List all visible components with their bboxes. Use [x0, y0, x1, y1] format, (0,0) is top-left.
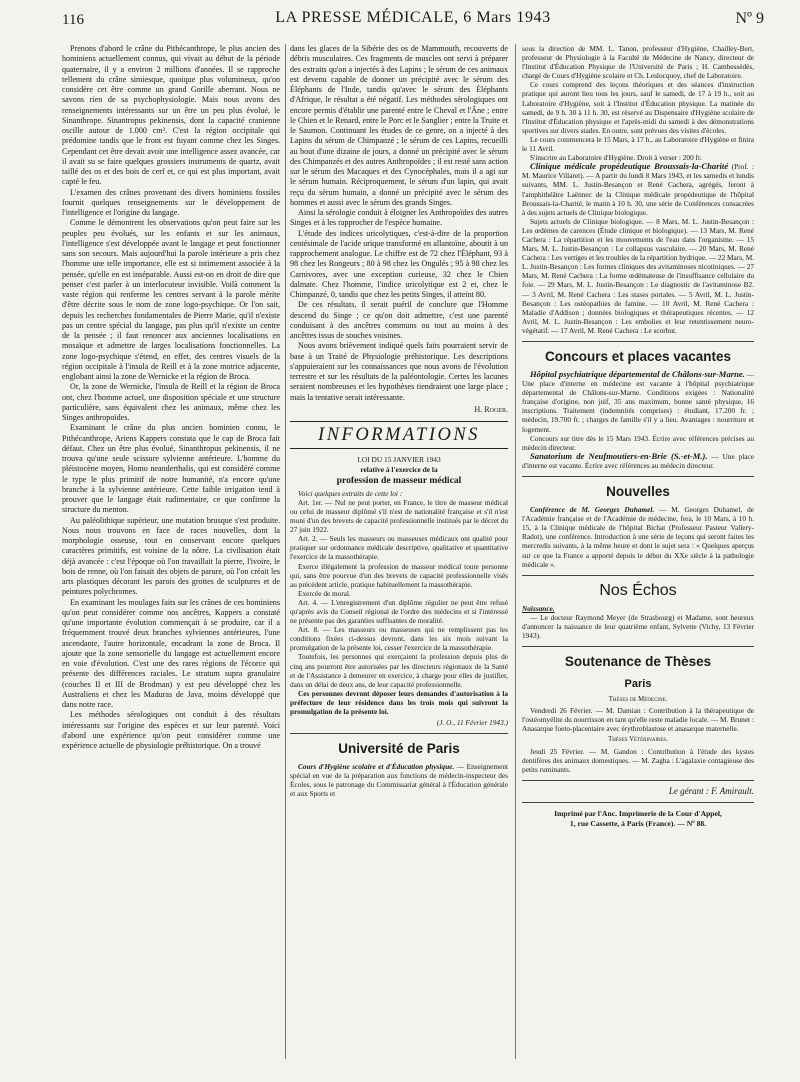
universite-heading: Université de Paris: [338, 741, 460, 757]
paragraph: Le cours commencera le 15 Mars, à 17 h., au Laboratoire d'Hygiène et finira le 11 Avril.: [522, 134, 754, 154]
loi-article: Exerce illégalement la profession de masseur médical toute personne qui, sans être pourvue d'un des brevets de capacité professionnelle visés au précédent article, pratique habituellement la massothérapie.: [290, 561, 508, 589]
loi-article: Art. 2. — Seuls les masseurs ou masseuses médicaux ont qualité pour pratiquer sur ordonnance médicale descriptive, qualitative et quantitative l'exercice de la massothérapie.: [290, 534, 508, 562]
paragraph: Ce cours comprend des leçons théoriques et des séances d'instruction pratique qui auront lieu tous les jours, sauf le samedi, de 17 à 19 h., soit au Laboratoire d'Hygiène, soit à l'Institut d'Éducation physique. La matinée du samedi, de 9 h. 30 à 11 h. 30, est réservé au Dispensaire d'Hygiène scolaire de l'Institut d'Éducation physique et l'après-midi du samedi à des démonstrations sportives sur divers stades. En outre, sont prévues des visites d'écoles.: [522, 80, 754, 135]
paragraph: De ces résultats, il serait puéril de conclure que l'Homme descend du Singe ; ce qu'on doit admettre, c'est une parenté conduisant à des ancêtres communs ou tout au moins à des ancêtres issus de souches voisines.: [290, 300, 508, 340]
paragraph: sous la direction de MM. L. Tanon, professeur d'Hygiène, Chailley-Bert, professeur de Physiologie à la Faculté de Médecine de Nancy, directeur de l'Institut d'Éducation Physique de l'Université de Paris ; H. Cambessédès, chargé de Cours d'Hygiène scolaire et Ch. Leslocquoy, chef de Laboratoire.: [522, 44, 754, 81]
section-divider: [290, 733, 508, 734]
paragraph: Au paléolithique supérieur, une mutation brusque s'est produite. Nous nous trouvons en face de races nouvelles, dont la morphologie osseuse, tout en conservant encore quelques caractères primitifs, est voisine de la nôtre. La civilisation était déjà avancée : c'est l'époque où l'on travaillait la pierre, l'ivoire, le bois de renne, où l'on faisait des objets de parure, où l'on créait les arts plastiques décorant les parois des grottes de sculptures et de peintures polychromes.: [62, 515, 280, 597]
paragraph: En examinant les moulages faits sur les crânes de ces hominiens qu'on peut considérer comme nos ancêtres, Kappers a constaté qu'une importante évolution commençait à se produire, car il a fréquemment trouvé deux branches sylviennes antérieures, l'une ascendante, l'autre horizontale, encadrant la zone de Broca. Il ajoute que la zone sensorielle du langage est actuellement encore en voie d'évolution. C'est une des rares régions de l'écorce qui présente des différences raciales. Le stratum supra granulaire (couches II et III de Brodman) y est peu développé chez les Australiens et chez les Maduras de Java, moins développé que dans notre race.: [62, 597, 280, 709]
paragraph: Examinant le crâne du plus ancien hominien connu, le Pithécanthrope, Ariens Kappers constata que le cap de Broca fait défaut. Chez un être plus évolué, Sinanthropus pekinensis, il ne trouva qu'une seule scissure sylvienne antérieure. L'homme du pléistocène moyen, Homo neanderthalis, qui est considéré comme le type le plus primitif de notre humanité, n'a encore qu'une branche à la sylvienne antérieure. Cette faible irrigation tend à prouver que le langage était rudimentaire, ce que confirme la structure du menton.: [62, 423, 280, 515]
naissance-label: Naissance.: [522, 603, 555, 613]
conference-title: Conférence de M. Georges Duhamel.: [530, 505, 655, 515]
clinique-text: (Prof. : M. Maurice Villaret). — A partir du lundi 8 Mars 1943, et les samedis et lundis suivants, MM. L. Justin-Besançon et René Cachera, agrégés, feront à l'amphithéâtre Laënnec de la Clinique médicale propédeutique de l'hôpital Broussais-la-Charité, le matin à 10 h. 30, une série de Conférences consacrées à des sujets actuels de Clinique biologique.: [522, 162, 754, 217]
hopital-text-2: Concours sur titre dès le 15 Mars 1943. Écrire avec références précises au médecin directeur.: [522, 433, 754, 452]
theses-medecine-label: Thèses de Médecine.: [608, 696, 668, 704]
paragraph: Ainsi la sérologie conduit à éloigner les Anthropoïdes des autres Singes et à les rapprocher de l'espèce humaine.: [290, 208, 508, 228]
column-2: [290, 44, 508, 799]
nouvelles-heading: Nouvelles: [606, 484, 670, 500]
loi-heading-line: LOI DU 15 JANVIER 1943: [357, 455, 441, 464]
clinique-title: Clinique médicale propédeutique Broussais-la-Charité: [530, 161, 729, 172]
column-1: [62, 44, 280, 751]
hopital-text: — Une place d'interne en médecine est vacante à l'hôpital psychiatrique départemental de Châlons-sur-Marne. Conditions exigées : Nationalité française d'origine, non juif, 35 ans maximum, bonne santé physique, 16 inscriptions. Traitement (indemnités comprises) : étudiant, 17.200 fr. ; médecin, 19.700 fr. ; charges de famille s'il y a lieu. Avantages : nourriture et logement.: [522, 370, 754, 434]
issue-number: Nº 9: [735, 10, 764, 27]
hopital-title: Hôpital psychiatrique départemental de Châlons-sur-Marne.: [530, 369, 745, 379]
cours-title: Cours d'Hygiène scolaire et d'Éducation physique.: [298, 762, 455, 772]
sanatorium-text: — Une place d'interne est vacante. Écrire avec références au médecin directeur.: [522, 451, 755, 470]
theses-veterinaires-text: Jeudi 25 Février. — M. Gandon : Contribution à l'étude des kystes dentifères des animaux domestiques. — M. Zagha : L'agalaxie contagieuse des petits ruminants.: [522, 746, 754, 774]
sujets-text: Sujets actuels de Clinique biologique. — 8 Mars, M. L. Justin-Besançon : Les œdèmes de carences (Étude clinique et biologique). — 13 Mars, M. René Cachera : La répartition et les mouvements de l'eau dans l'organisme. — 15 Mars, M. L. Justin-Besançon : Le collapsus vasculaire. — 20 Mars, M. René Cachera : Les vertiges et les troubles de la répartition hydrique. — 22 Mars, M. L. Justin-Besançon : Les formes cliniques des avitaminoses nicotiniques. — 27 Mars, M. René Cachera : La forme œdémateuse de l'insuffisance cellulaire du foie. — 29 Mars, M. L. Justin-Besançon : Le diagnostic de l'avitaminose B2. — 3 Avril, M. René Cachera : Les stases portales. — 5 Avril, M. L. Justin-Besançon : Les ostéopathies de famine. — 10 Avril, M. René Cachera : Maladie d'Addison ; données biologiques et thérapeutiques récentes. — 12 Avril, M. L. Justin-Besançon : Les embolies et leur retentissement neuro-végétatif. — 17 Avril, M. René Cachera : Le scorbut.: [522, 216, 755, 335]
author-signature: H. Roger.: [474, 404, 508, 414]
section-divider: [522, 780, 754, 781]
loi-article: Toutefois, les personnes qui exerçaient la profession depuis plus de cinq ans pourront être autorisées par les directeurs régionaux de la Santé et de l'Assistance à demeurer en exercice, à charge pour elles de justifier, dans un délai de deux ans, de leur capacité professionnelle.: [290, 652, 508, 689]
informations-heading: INFORMATIONS: [290, 421, 508, 449]
theses-medecine-text: Vendredi 26 Février. — M. Damian : Contribution à la thérapeutique de l'ostéomyélite du nourrisson en tant qu'elle reste maladie locale. — M. Brunet : Anasarque foeto-placentaire avec érythroblastose et anasarque maternelle.: [522, 706, 754, 734]
paragraph: Or, la zone de Wernicke, l'insula de Reill et la région de Broca ont, chez l'homme actuel, une disposition spéciale et une structure particulière, sans équivalent chez les animaux, même chez les Singes anthropoïdes.: [62, 382, 280, 422]
paragraph: Nous avons brièvement indiqué quels faits pourraient servir de base à un Traité de Physiologie préhistorique. Les descriptions s'appuieraient sur les connaissances que nous avons de l'évolution terrestre et sur les résultats de la paléontologie. Certes les lacunes seraient nombreuses et les hypothèses tiendraient une large place ; mais la tentative serait intéressante.: [290, 341, 508, 402]
gerant-line: Le gérant : F. Amirault.: [668, 785, 754, 796]
loi-article: Art. 1er. — Nul ne peut porter, en France, le titre de masseur médical ou celui de masseur diplômé s'il n'est de nationalité française et s'il n'est muni d'un des brevets de capacité professionnelle institués par le décret du 27 juin 1922.: [290, 497, 508, 535]
column-rule: [285, 44, 286, 1059]
column-rule: [515, 44, 516, 1059]
column-3: [522, 44, 754, 828]
sanatorium-title: Sanatorium de Neufmoutiers-en-Brie (S.-et-M.).: [530, 450, 708, 461]
loi-article: Art. 8. — Les masseurs ou masseuses qui ne remplissent pas les conditions fixées ci-dessus devront, dans les six mois suivant la promulgation de la présente loi, cesser l'exercice de la massothérapie.: [290, 625, 508, 653]
paragraph: L'étude des indices uricolytiques, c'est-à-dire de la proportion centésimale de l'acide urique transformé en allantoïne, aboutit à un rapprochement analogue. Le chiffre est de 72 chez l'Éléphant, 93 à 98 chez les Rongeurs ; 80 à 98 chez les Ongulés ; 95 à 98 chez les Carnivores, avec une exception curieuse, 32 chez le Chien dalmate. Chez l'homme, l'indice uricolytique est 2 et, chez le Chimpanzé, 0, tandis que chez les petits Singes, il atteint 80.: [290, 228, 508, 299]
theses-veterinaires-label: Thèses Vétérinaires.: [608, 736, 668, 744]
page-number: 116: [62, 12, 84, 28]
echos-heading: Nos Échos: [599, 581, 677, 599]
conference-text: — M. Georges Duhamel, de l'Académie française et de l'Académie de médecine, fera, le 10 Mars, à 10 h. 15, à la Clinique médicale de l'hôpital Bichat (Professeur Pasteur Vallery-Radot), une conférence. Introduction à une série de leçons qui seront faites les mercredis suivants, à la même heure et dont le sujet sera : « Quelques aperçus sur ce que la France a apporté depuis le début du XXe siècle à la pathologie médicale ».: [522, 505, 754, 569]
section-divider: [522, 575, 754, 576]
section-divider: [522, 476, 754, 477]
paragraph: dans les glaces de la Sibérie des os de Mammouth, recouverts de débris musculaires. Ces fragments de muscles ont servi à préparer des extraits qu'on a injectés à des Lapins ; le sérum de ces animaux est devenu capable de donner un précipité avec le sérum des Éléphants de l'Inde, tandis qu'avec le sérum des Éléphants d'Afrique, le résultat a été négatif. Les méthodes sérologiques ont encore permis d'établir une parenté entre le Cheval et l'Âne ; entre le Chien et le Renard, entre le Porc et le Sanglier ; entre la Truite et le Saumon. Continuant les études de ce genre, on a injecté à des Lapins du sérum de Chimpanzé ; le sérum de ces Lapins, recueilli au bout d'une dizaine de jours, a donné un précipité avec le sérum des Chimpanzés et des autres Anthropoïdes ; il est resté sans action sur le sérum des Macaques et des Cynocéphales, mais il a agi sur le sérum humain. Réciproquement, le sérum d'un lapin, qui avait reçu du sérum humain, a donné un précipité avec le sérum des hommes et aussi avec le sérum des grands Singes.: [290, 44, 508, 207]
cours-text: — Enseignement spécial en vue de la préparation aux fonctions de médecin-inspecteur des Écoles, sous le patronage du Commissariat général à l'Éducation générale et aux Sports et: [290, 762, 508, 799]
paragraph: L'examen des crânes provenant des divers hominiens fossiles fournit quelques renseignements sur le développement de l'intelligence et l'origine du langage.: [62, 187, 280, 217]
theses-heading: Soutenance de Thèses: [564, 654, 712, 670]
loi-article: Art. 4. — L'enregistrement d'un diplôme régulier ne peut être refusé qu'après avis du Conseil régional de l'ordre des médecins et si l'intéressé ne présente pas des garanties suffisantes de moralité.: [290, 597, 508, 626]
naissance-text: — Le docteur Raymond Meyer (de Strasbourg) et Madame, sont heureux d'annoncer la naissance de leur quatrième enfant, Sylvette (Vichy, 13 Février 1943).: [522, 612, 754, 640]
imprint-line: 1, rue Cassette, à Paris (France). — Nº 88.: [569, 818, 707, 828]
imprint-line: Imprimé par l'Anc. Imprimerie de la Cour d'Appel,: [554, 808, 722, 818]
loi-article: Exercée de moral.: [298, 588, 351, 598]
section-divider: [522, 646, 754, 647]
loi-heading-line: profession de masseur médical: [336, 474, 462, 486]
paragraph: Comme le démontrent les observations qu'on peut faire sur les peuples peu évolués, sur les enfants et sur les animaux, l'intelligence s'est développée avant le langage et peut fonctionner sans son secours. Mais aujourd'hui la parole intérieure a pris chez l'homme une telle importance, elle est si intimement associée à la pensée, qu'elle en est inséparable. Aussi est-on en droit de dire que penser c'est parler à un interlocuteur invisible. Voilà comment la vaste région qui renferme les centres servant à la parole mérite d'être décrite sous le nom de zone logo-psychique. Or l'on sait, depuis les recherches fondamentales de Pierre Marie, qu'il n'existe pas un centre spécial du langage, pas plus qu'il n'existe un centre de la pensée ; il faut renoncer aux anciennes localisations en mosaïque et admettre de larges localisations fonctionnelles. La zone logo-psychique s'étend, en effet, des centres visuels de la région occipitale à l'insula de Reill et à la zone motrice adjacente, englobant ainsi la zone de Wernicke et la région de Broca.: [62, 218, 280, 381]
section-divider: [522, 802, 754, 803]
loi-heading-line: relative à l'exercice de la: [360, 465, 438, 475]
loi-intro: Voici quelques extraits de cette loi :: [298, 488, 403, 498]
paragraph: Les méthodes sérologiques ont conduit à des résultats intéressants sur l'origine des espèces et sur leur parenté. Voici d'abord une expérience qu'on peut considérer comme une expérience actuelle de physiologie préhistorique. On a trouvé: [62, 710, 280, 750]
paragraph: S'inscrire au Laboratoire d'Hygiène. Droit à verser : 200 fr.: [530, 153, 702, 163]
paragraph: Prenons d'abord le crâne du Pithécanthrope, le plus ancien des hominiens actuellement connus, qui vivait au début de la période quaternaire, il y a environ 2 millions d'années. Il se rapproche tellement du crâne simiesque, quoique plus volumineux, qu'on considère cet être comme un grand Gorille aberrant. Nous ne savons rien de sa psychophysiologie. Mais nous avons des renseignements intéressants sur un être un peu plus évolué, le Sinanthrope. Sinantropus pekinensis, dont la capacité cranienne oscille autour de 1.000 cm³. C'est la région occipitale qui prédomine tandis que le front est fuyant comme chez les Singes. Cependant cet être devait avoir une intelligence assez avancée, car il avait su se faire quelques grossiers instruments de quartz, avait taillé des os et des bois de cerf et, ce qui est plus important, avait capté le feu.: [62, 44, 280, 187]
journal-title: LA PRESSE MÉDICALE, 6 Mars 1943: [275, 9, 551, 26]
loi-source: (J. O., 11 Février 1943.): [436, 718, 508, 728]
paris-heading: Paris: [624, 678, 652, 691]
concours-heading: Concours et places vacantes: [544, 349, 732, 364]
page-header: [62, 6, 764, 32]
loi-article: Ces personnes devront déposer leurs demandes d'autorisation à la préfecture de leur résidence dans les trois mois qui suivront la promulgation de la présente loi.: [290, 688, 508, 716]
section-divider: [522, 341, 754, 342]
